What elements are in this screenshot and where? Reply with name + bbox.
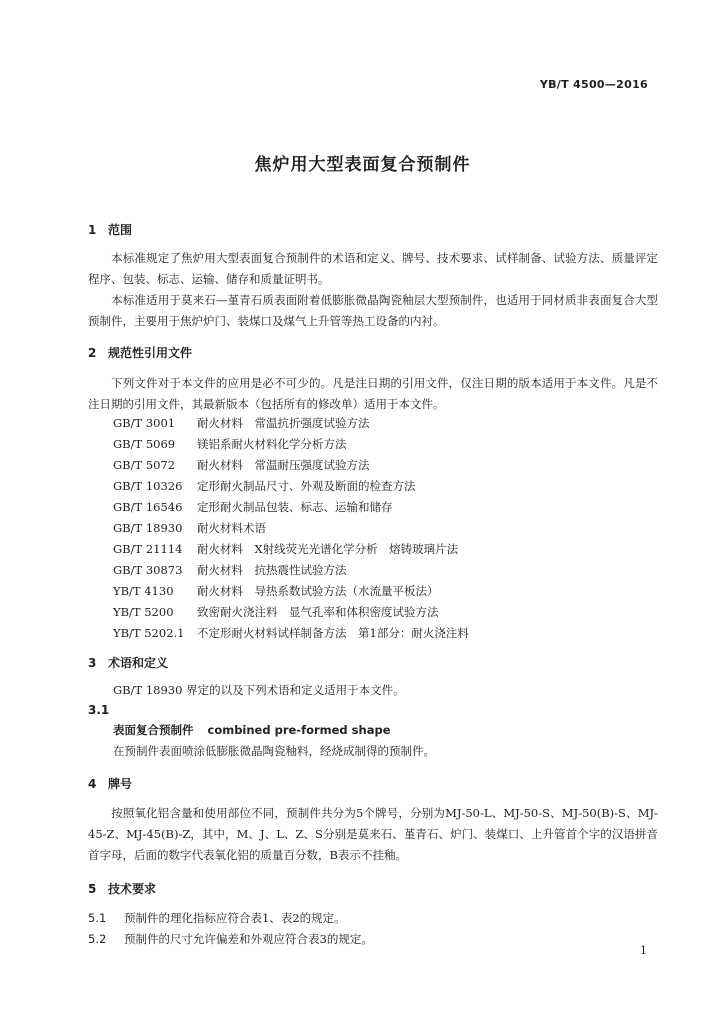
- requirement-item: 5.1 预制件的理化指标应符合表1、表2的规定。: [88, 911, 346, 925]
- requirement-item: 5.2 预制件的尺寸允许偏差和外观应符合表3的规定。: [88, 932, 373, 946]
- term-entry: [113, 722, 391, 738]
- reference-item: GB/T 16546 定形耐火制品包装、标志、运输和储存: [113, 500, 393, 514]
- section-title: 规范性引用文件: [108, 346, 193, 360]
- section-number: 1: [88, 223, 97, 237]
- section-title: 术语和定义: [108, 656, 169, 670]
- section-number: 4: [88, 777, 97, 791]
- reference-item: YB/T 5200 致密耐火浇注料 显气孔率和体积密度试验方法: [113, 605, 439, 619]
- page-number: 1: [640, 944, 647, 957]
- reference-item: GB/T 10326 定形耐火制品尺寸、外观及断面的检查方法: [113, 479, 416, 493]
- section-3-intro: GB/T 18930 界定的以及下列术语和定义适用于本文件。: [113, 683, 405, 697]
- section-2-intro: 下列文件对于本文件的应用是必不可少的。凡是注日期的引用文件，仅注日期的版本适用于本文件。凡是不注日期的引用文件，其最新版本（包括所有的修改单）适用于本文件。: [88, 376, 658, 411]
- section-4-heading: [88, 775, 132, 792]
- reference-item: GB/T 5072 耐火材料 常温耐压强度试验方法: [113, 458, 370, 472]
- section-title: 牌号: [108, 777, 133, 791]
- reference-item: YB/T 5202.1 不定形耐火材料试样制备方法 第1部分：耐火浇注料: [113, 626, 469, 640]
- section-3-heading: [88, 654, 168, 671]
- section-number: 3: [88, 656, 97, 670]
- reference-item: GB/T 21114 耐火材料 X射线荧光光谱化学分析 熔铸玻璃片法: [113, 542, 459, 556]
- section-title: 技术要求: [108, 882, 157, 896]
- section-1-paragraph-2: 本标准适用于莫来石—堇青石质表面附着低膨胀微晶陶瓷釉层大型预制件，也适用于同材质非表面复合大型预制件，主要用于焦炉炉门、装煤口及煤气上升管等热工设备的内衬。: [88, 293, 658, 328]
- term-chinese: 表面复合预制件: [113, 723, 194, 737]
- section-number: 2: [88, 346, 97, 360]
- section-title: 范围: [108, 223, 133, 237]
- section-4-paragraph: 按照氧化铝含量和使用部位不同，预制件共分为5个牌号，分别为MJ-50-L、MJ-50-S、MJ-50(B)-S、MJ-45-Z、MJ-45(B)-Z，其中，M、J、L、Z、S分别是莫来石、堇青石、炉门、装煤口、上升管首个字的汉语拼音首字母，后面的数字代表氧化铝的质量百分数，B表示不挂釉。: [88, 806, 658, 862]
- subsection-number: 3.1: [88, 703, 110, 717]
- document-title: 焦炉用大型表面复合预制件: [254, 155, 471, 175]
- document-code: YB/T 4500—2016: [539, 78, 648, 91]
- section-1-heading: [88, 221, 132, 238]
- reference-item: GB/T 30873 耐火材料 抗热震性试验方法: [113, 563, 347, 577]
- reference-item: GB/T 5069 镁铝系耐火材料化学分析方法: [113, 437, 347, 451]
- section-5-heading: [88, 880, 156, 897]
- section-number: 5: [88, 882, 97, 896]
- section-2-heading: [88, 344, 192, 361]
- reference-item: GB/T 18930 耐火材料术语: [113, 521, 266, 535]
- term-definition: 在预制件表面喷涂低膨胀微晶陶瓷釉料，经烧成制得的预制件。: [113, 744, 435, 758]
- reference-item: YB/T 4130 耐火材料 导热系数试验方法（水流量平板法）: [113, 584, 439, 598]
- reference-item: GB/T 3001 耐火材料 常温抗折强度试验方法: [113, 416, 370, 430]
- section-1-paragraph-1: 本标准规定了焦炉用大型表面复合预制件的术语和定义、牌号、技术要求、试样制备、试验方法、质量评定程序、包装、标志、运输、储存和质量证明书。: [88, 251, 658, 286]
- term-english: combined pre-formed shape: [207, 723, 391, 737]
